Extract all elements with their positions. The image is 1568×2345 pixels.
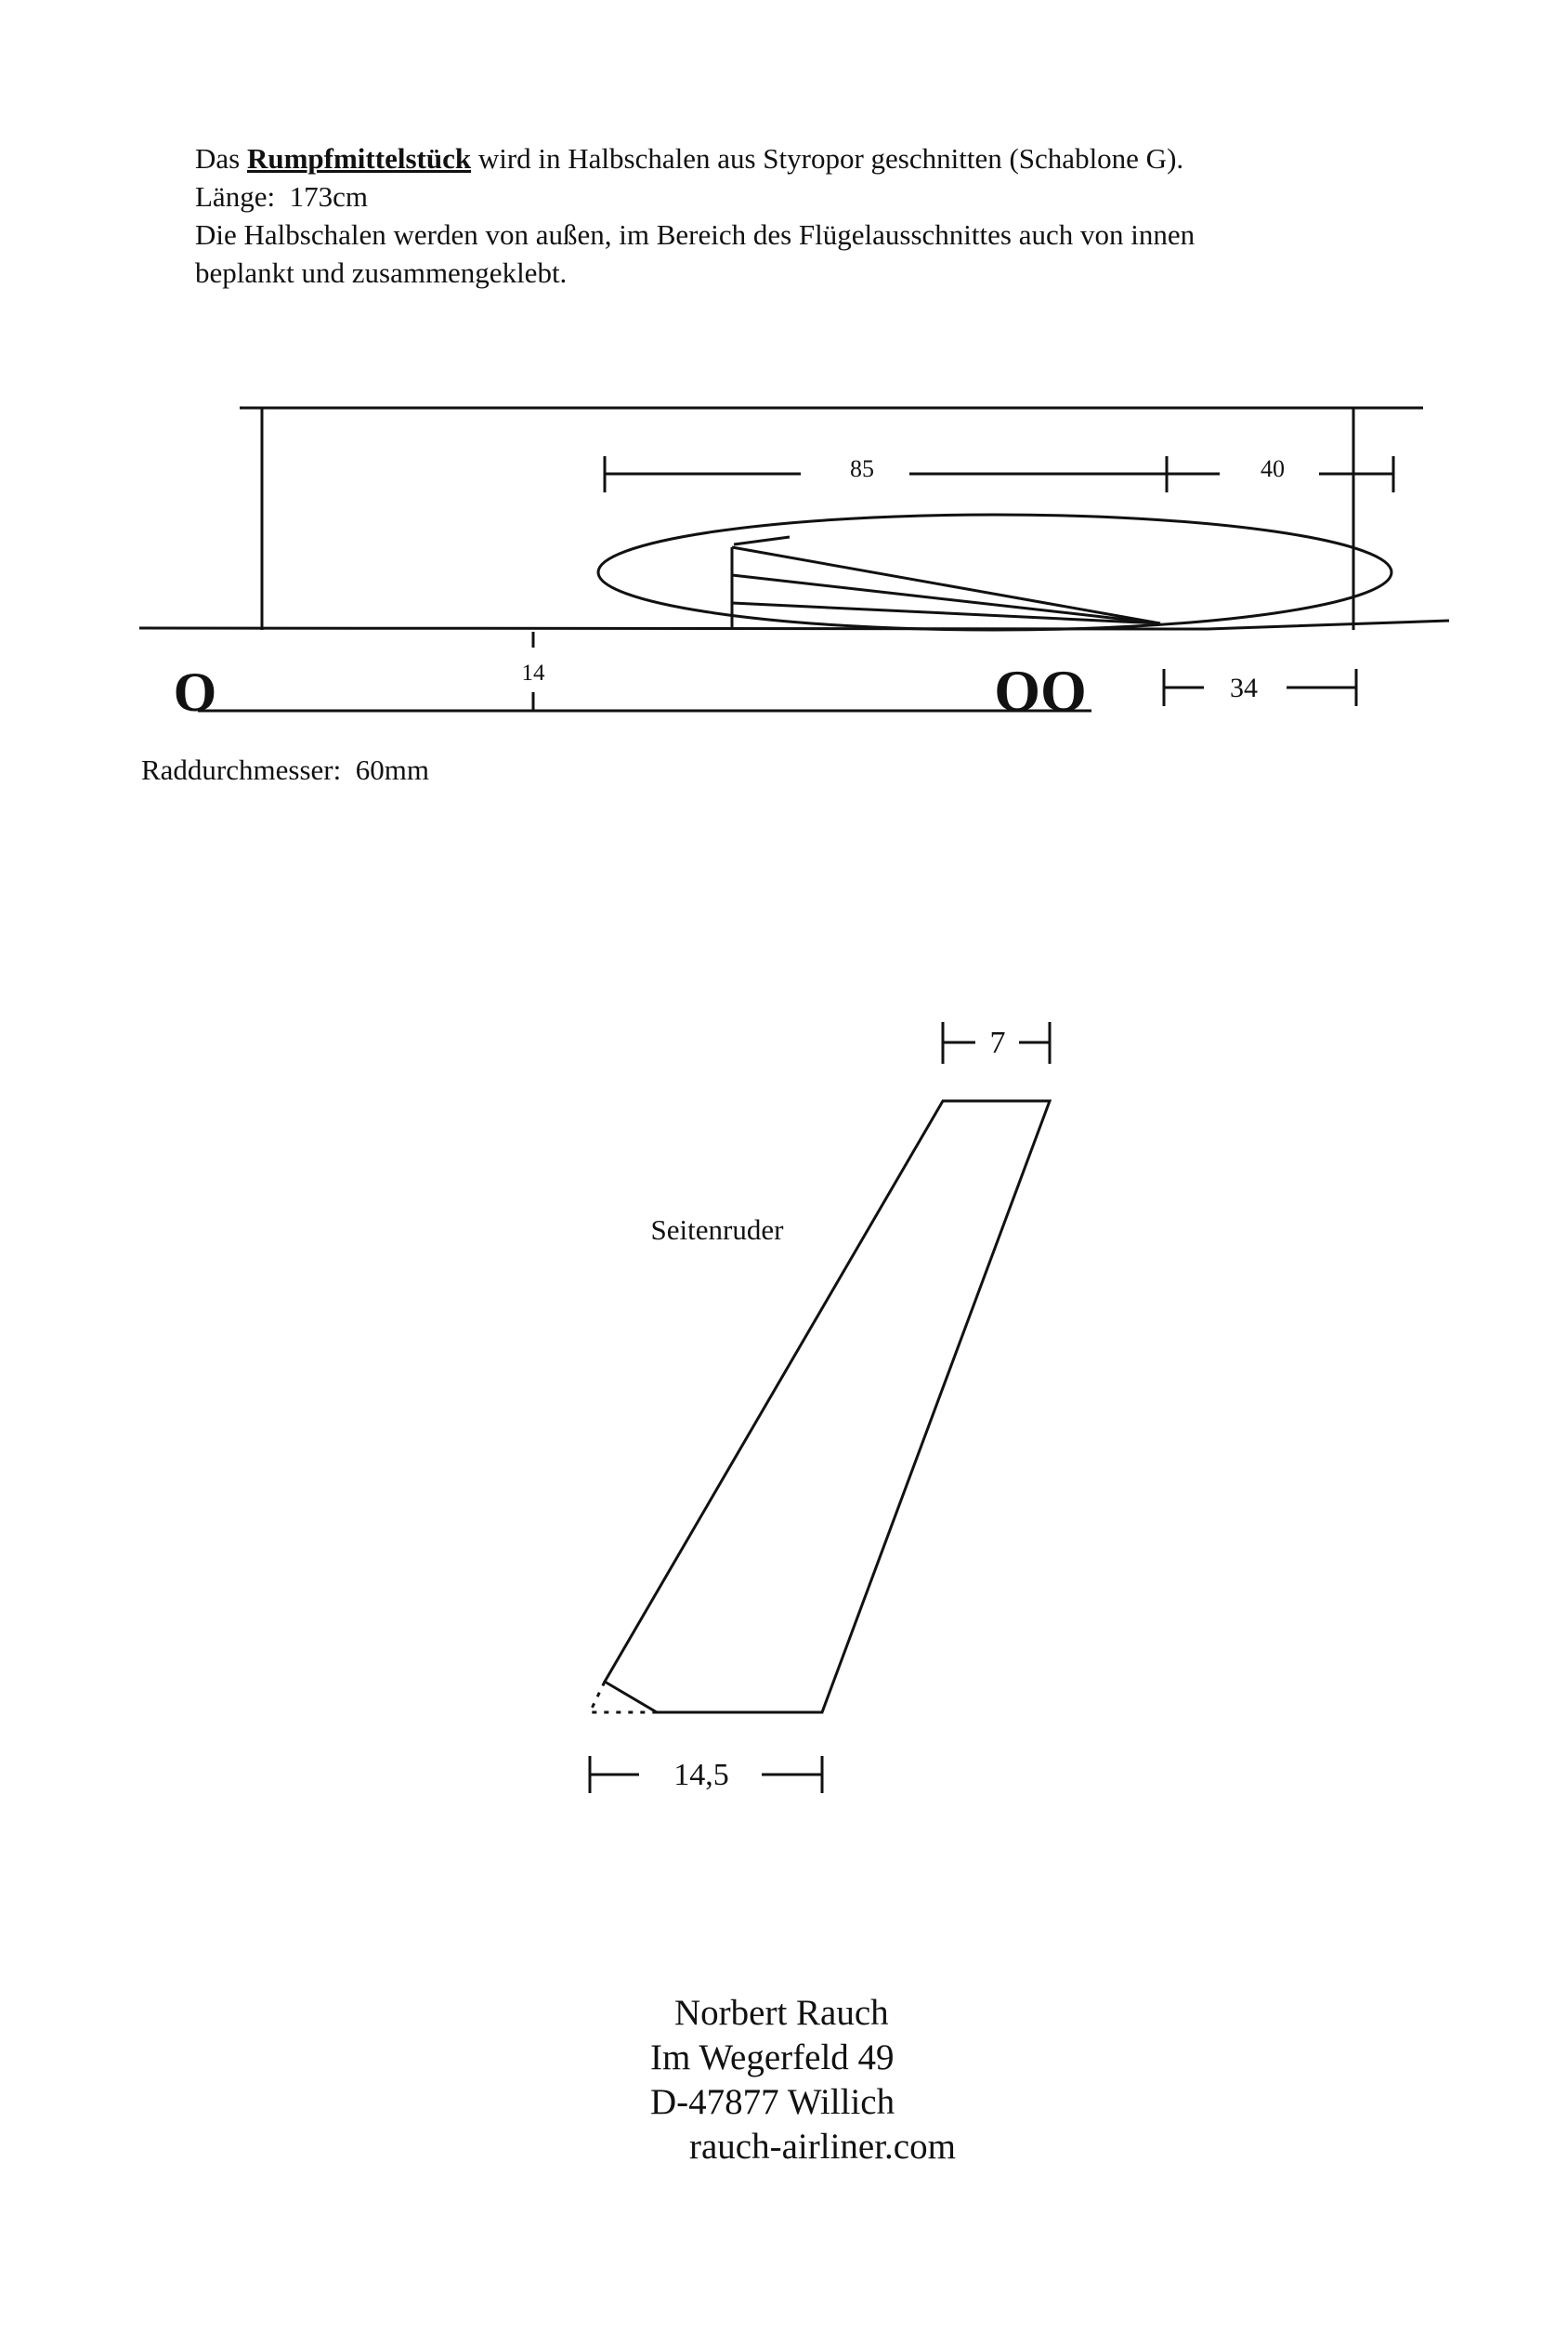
- part-name: Rumpfmittelstück: [246, 142, 472, 175]
- intro-line-1-end: wird in Halbschalen aus Styropor geschnitten (Schablone G).: [477, 142, 1184, 175]
- nose-wheel-symbol: O: [173, 662, 217, 723]
- dim-label-40: 40: [1261, 455, 1285, 482]
- wing-cutout-ellipse: [598, 515, 1392, 630]
- fuselage-side-view: [139, 408, 1449, 630]
- dimension-85: [605, 456, 1167, 492]
- city-address: D-47877 Willich: [650, 2082, 895, 2122]
- intro-line-1-start: Das: [195, 142, 241, 175]
- dim-label-34: 34: [1230, 673, 1258, 703]
- dim-label-7: 7: [989, 1026, 1006, 1060]
- rudder-label: Seitenruder: [650, 1213, 784, 1246]
- wheel-diameter-text: Raddurchmesser: 60mm: [141, 753, 429, 786]
- main-wheel-symbol: OO: [994, 658, 1087, 724]
- intro-line-4: beplankt und zusammengeklebt.: [195, 256, 568, 289]
- dim-label-14: 14: [521, 661, 545, 686]
- length-line: Länge: 173cm: [195, 180, 368, 213]
- airfoil-middle-line: [732, 575, 1160, 623]
- dim-label-85: 85: [850, 455, 874, 482]
- address-block: [650, 1991, 956, 2169]
- airfoil-nose-line: [734, 537, 790, 544]
- website: rauch-airliner.com: [689, 2127, 956, 2167]
- dim-label-14-5: 14,5: [673, 1758, 729, 1792]
- rudder-outline: [605, 1101, 1050, 1712]
- dimension-34: [1164, 669, 1356, 706]
- author-name: Norbert Rauch: [674, 1993, 889, 2033]
- intro-line-3: Die Halbschalen werden von außen, im Bereich des Flügelausschnittes auch von innen: [195, 218, 1196, 251]
- street-address: Im Wegerfeld 49: [650, 2037, 895, 2077]
